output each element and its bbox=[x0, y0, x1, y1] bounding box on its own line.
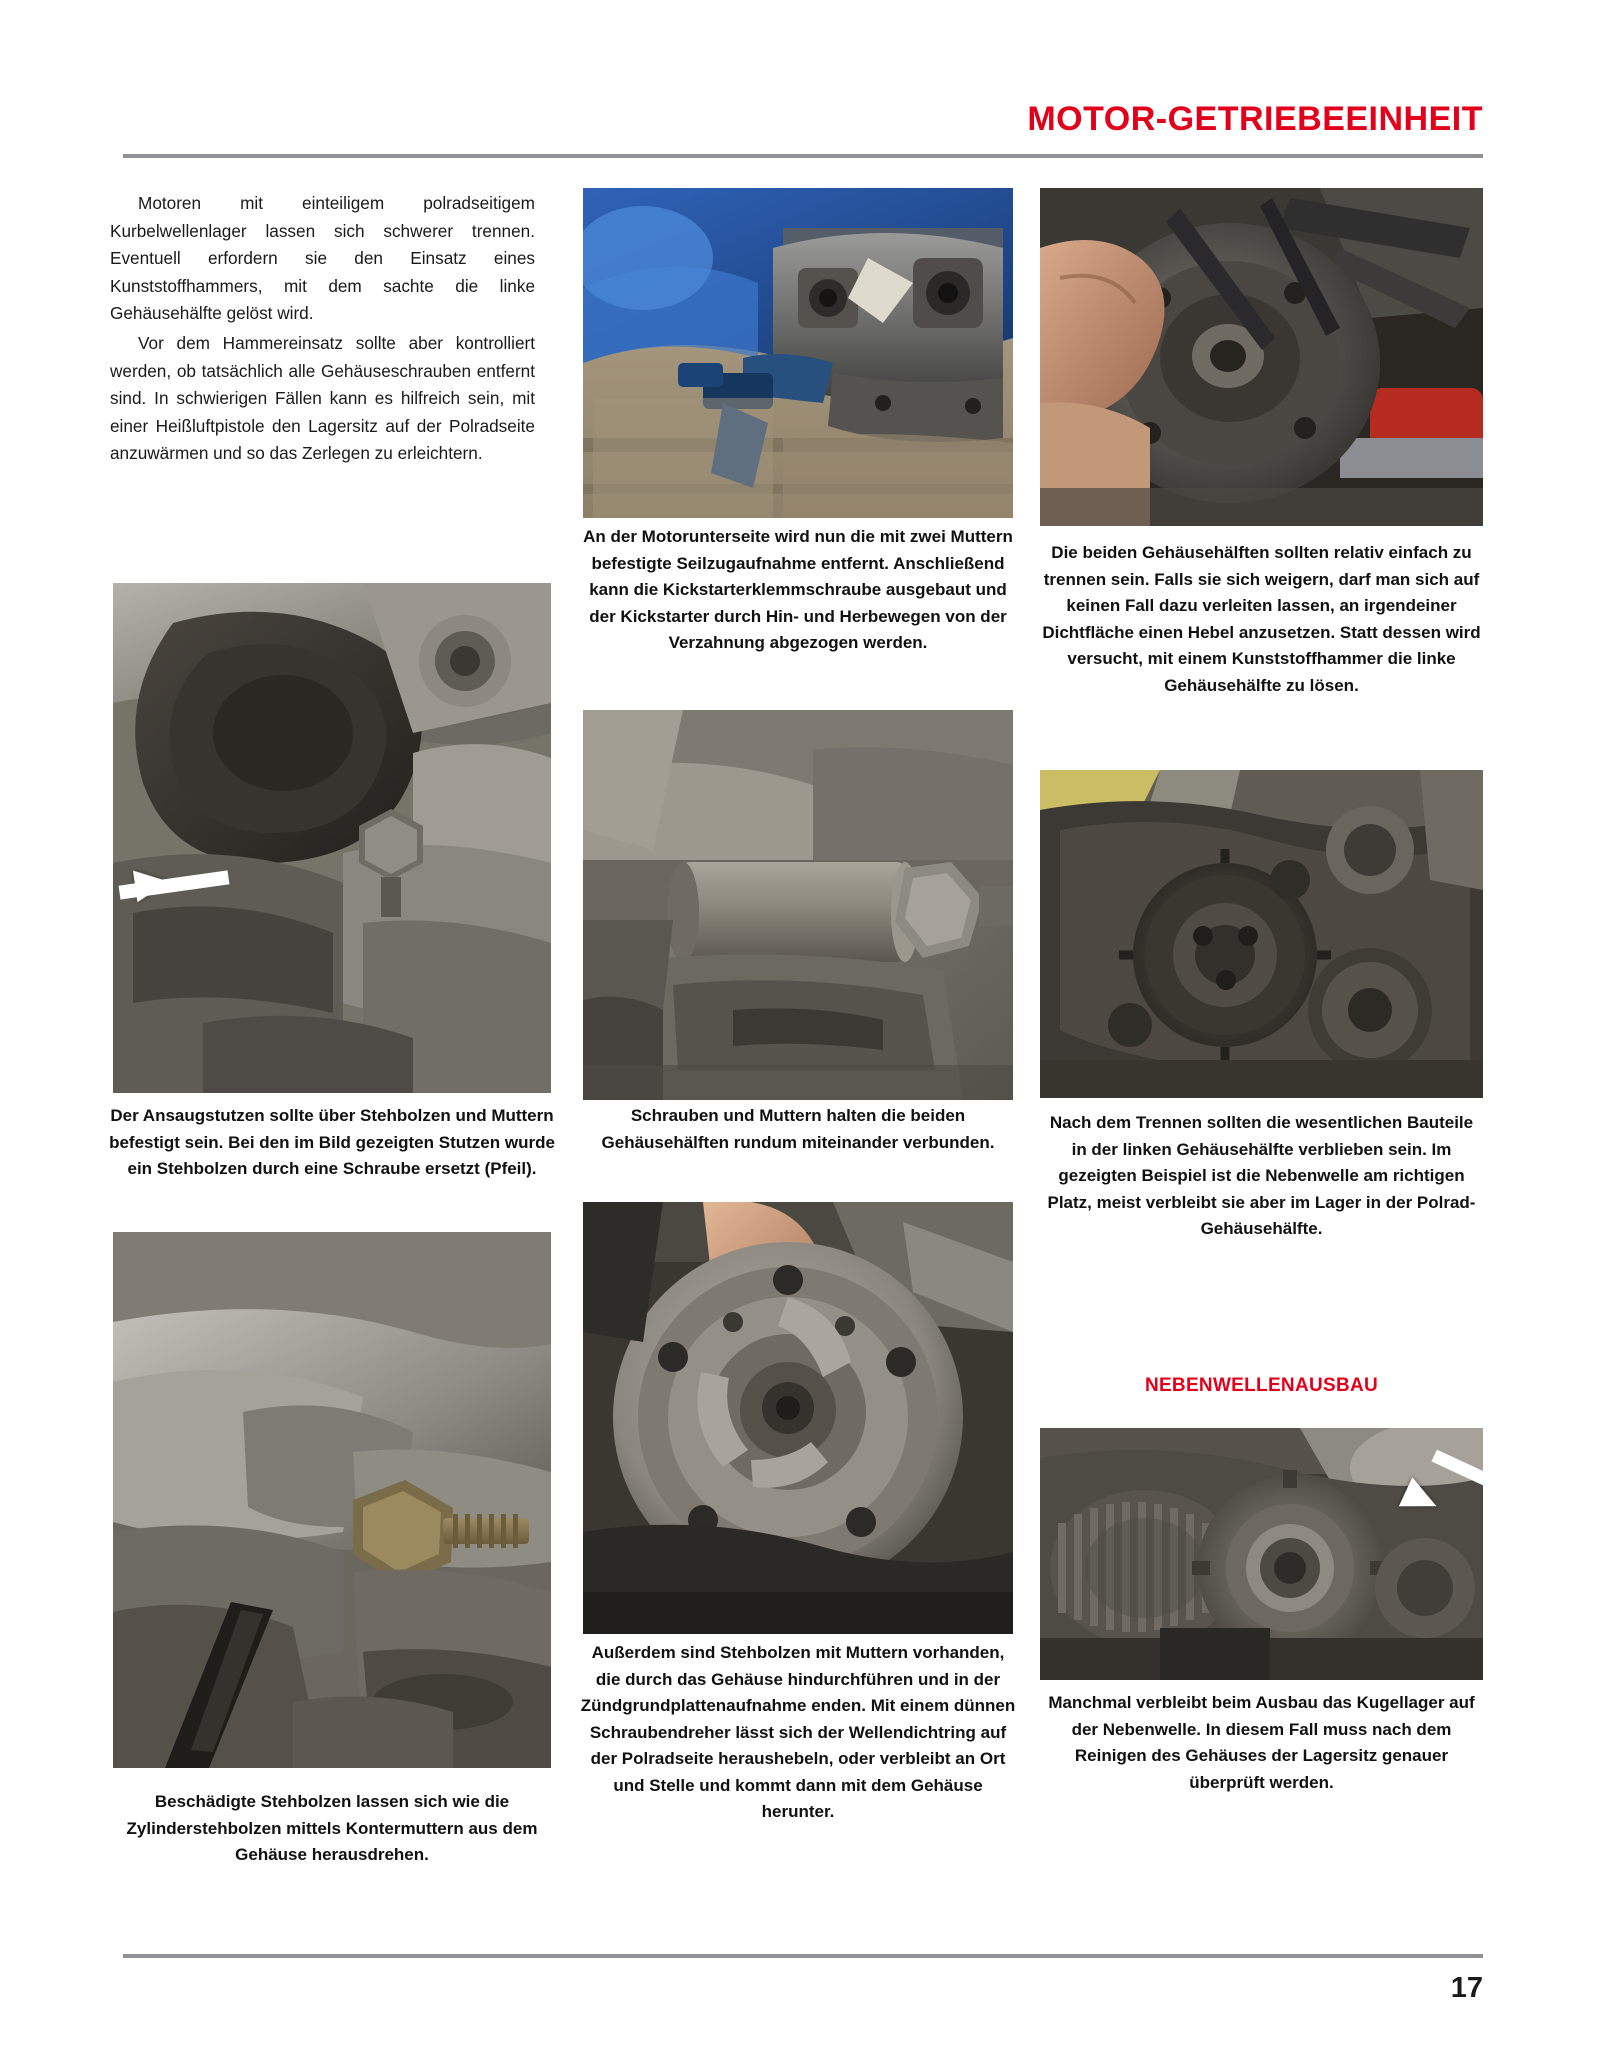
section-subhead-nebenwellenausbau: NEBENWELLENAUSBAU bbox=[1144, 1375, 1379, 1396]
caption-ball-bearing: Manchmal verbleibt beim Ausbau das Kugellager auf der Nebenwelle. In diesem Fall muss nach dem Reinigen des Gehäuses der Lagersitz genauer überprüft werden. bbox=[1048, 1693, 1475, 1792]
photo-engine-underside-image bbox=[583, 188, 1013, 518]
photo-screws-and-nuts-image bbox=[583, 710, 1013, 1100]
page-header bbox=[123, 100, 1483, 160]
caption-intake-stud: Der Ansaugstutzen sollte über Stehbolzen und Muttern befestigt sein. Bei den im Bild gezeigten Stutzen wurde ein Stehbolzen durch eine Schraube ersetzt (Pfeil). bbox=[109, 1106, 555, 1178]
photo-ball-bearing bbox=[1040, 1428, 1483, 1680]
photo-case-halves-separation bbox=[1040, 188, 1483, 526]
intro-paragraph-2 bbox=[110, 330, 535, 468]
photo-damaged-studs bbox=[113, 1232, 551, 1768]
photo-studs-with-nuts bbox=[583, 1202, 1013, 1634]
photo-damaged-studs-image bbox=[113, 1232, 551, 1768]
photo-studs-with-nuts-image bbox=[583, 1202, 1013, 1634]
page-title: MOTOR-GETRIEBEEINHEIT bbox=[1027, 100, 1483, 138]
photo-intake-stud-image bbox=[113, 583, 551, 1093]
photo-case-halves-separation-image bbox=[1040, 188, 1483, 526]
caption-damaged-studs: Beschädigte Stehbolzen lassen sich wie die Zylinderstehbolzen mittels Kontermuttern aus dem Gehäuse herausdrehen. bbox=[126, 1792, 538, 1864]
caption-screws-and-nuts: Schrauben und Muttern halten die beiden Gehäusehälften rundum miteinander verbunden. bbox=[601, 1106, 995, 1152]
caption-after-separation: Nach dem Trennen sollten die wesentlichen Bauteile in der linken Gehäusehälfte verblieben sein. Im gezeigten Beispiel ist die Nebenwelle am richtigen Platz, meist verbleibt sie aber im Lager in der Polrad-Gehäusehälfte. bbox=[1047, 1113, 1476, 1238]
page-number: 17 bbox=[1450, 1972, 1483, 2004]
photo-ball-bearing-image bbox=[1040, 1428, 1483, 1680]
header-divider bbox=[123, 154, 1483, 158]
caption-studs-with-nuts: Außerdem sind Stehbolzen mit Muttern vorhanden, die durch das Gehäuse hindurchführen und in der Zündgrundplattenaufnahme enden. Mit einem dünnen Schraubendreher lässt sich der Wellendichtring auf der Polradseite heraushebeln, oder verbleibt an Ort und Stelle und kommt dann mit dem Gehäuse herunter. bbox=[580, 1643, 1016, 1821]
photo-engine-underside bbox=[583, 188, 1013, 518]
photo-screws-and-nuts bbox=[583, 710, 1013, 1100]
photo-after-separation bbox=[1040, 770, 1483, 1098]
caption-case-halves-separation: Die beiden Gehäusehälften sollten relativ einfach zu trennen sein. Falls sie sich weigern, darf man sich auf keinen Fall dazu verleiten lassen, an irgendeiner Dichtfläche einen Hebel anzusetzen. Statt dessen wird versucht, mit einem Kunststoffhammer die linke Gehäusehälfte zu lösen. bbox=[1042, 543, 1481, 695]
footer-divider bbox=[123, 1954, 1483, 1958]
intro-paragraph-1 bbox=[110, 190, 535, 328]
paragraph-text: Motoren mit einteiligem polradseitigem Kurbelwellenlager lassen sich schwerer trennen. Eventuell erfordern sie den Einsatz eines Kunststoffhammers, mit dem sachte die linke Gehäusehälfte gelöst wird. bbox=[110, 193, 535, 323]
photo-after-separation-image bbox=[1040, 770, 1483, 1098]
photo-intake-stud bbox=[113, 583, 551, 1093]
caption-engine-underside: An der Motorunterseite wird nun die mit zwei Muttern befestigte Seilzugaufnahme entfernt. Anschließend kann die Kickstarterklemmschraube ausgebaut und der Kickstarter durch Hin- und Herbewegen von der Verzahnung abgezogen werden. bbox=[583, 527, 1013, 652]
paragraph-text: Vor dem Hammereinsatz sollte aber kontrolliert werden, ob tatsächlich alle Gehäuseschrauben entfernt sind. In schwierigen Fällen kann es hilfreich sein, mit einer Heißluftpistole den Lagersitz auf der Polradseite anzuwärmen und so das Zerlegen zu erleichtern. bbox=[110, 333, 535, 463]
